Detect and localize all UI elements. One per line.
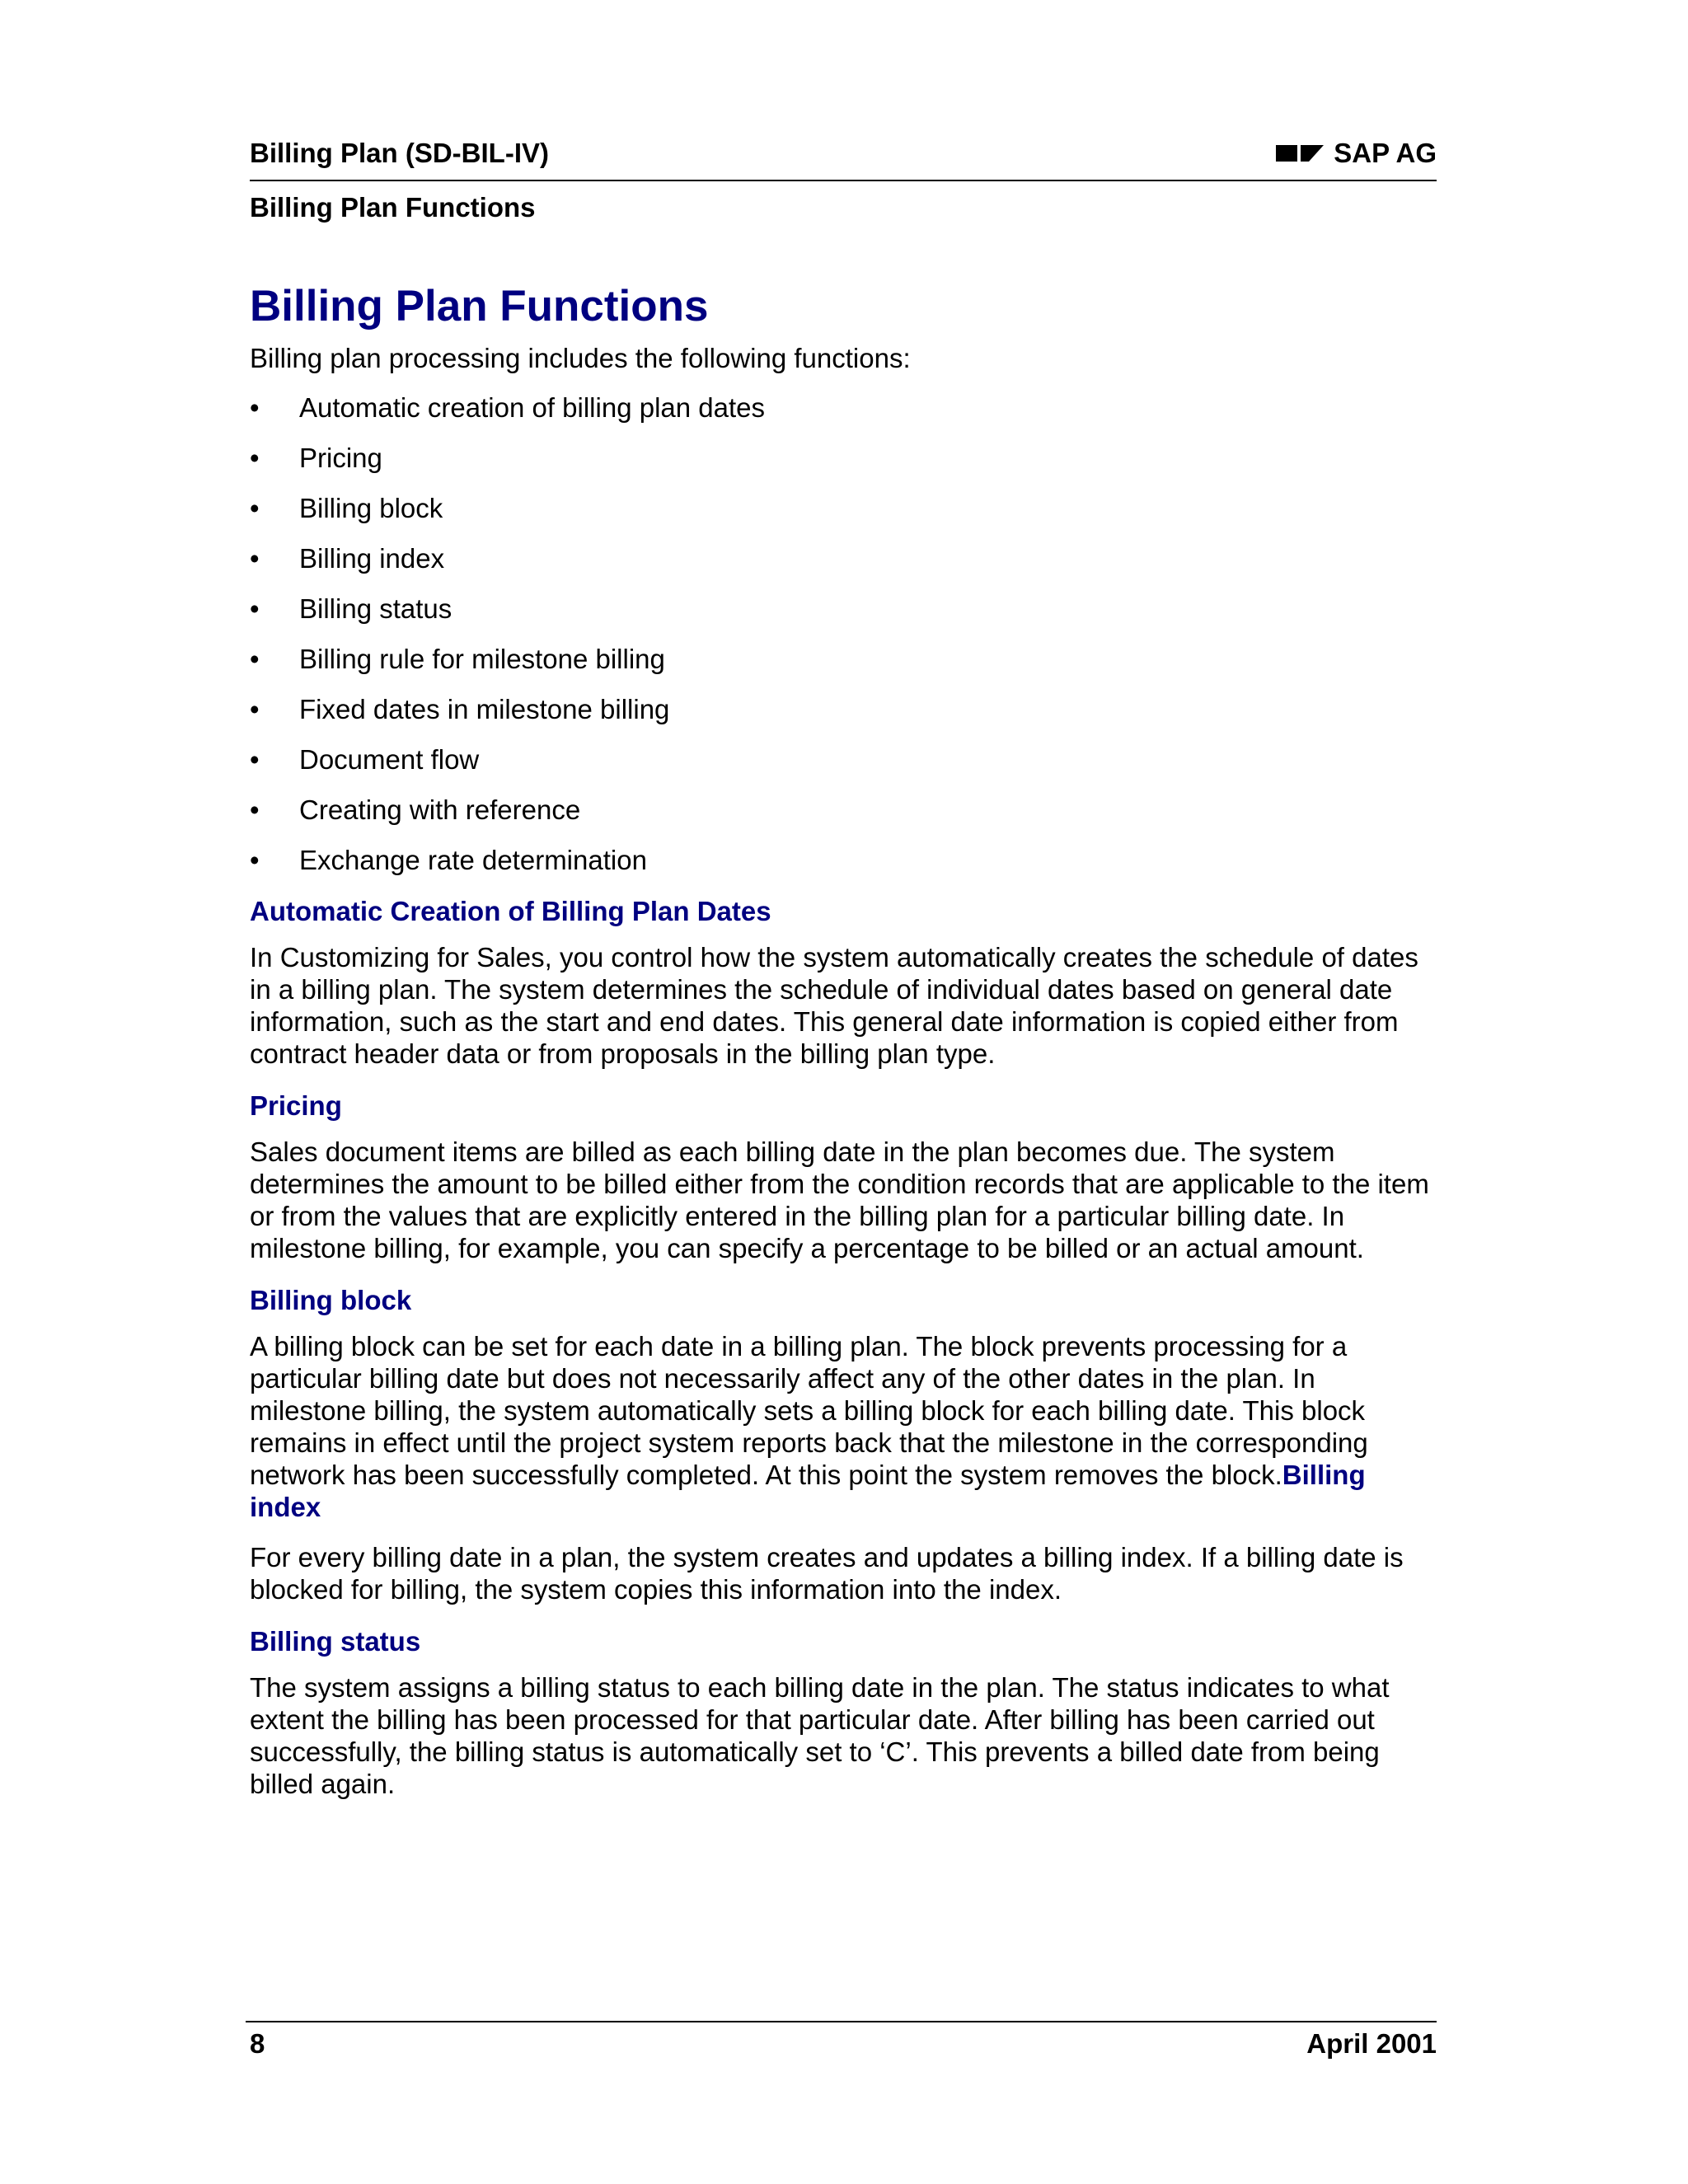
page-footer (246, 2021, 1437, 2062)
list-item (250, 391, 1437, 425)
function-list (250, 391, 1437, 878)
page-header (250, 135, 1437, 181)
section-heading-billing-status: Billing status (250, 1626, 421, 1657)
bullet-icon: • (250, 744, 260, 775)
bullet-icon: • (250, 392, 260, 423)
list-item-text: Automatic creation of billing plan dates (299, 392, 765, 423)
section-text-pricing: Sales document items are billed as each billing date in the plan becomes due. The system determines the amount to be billed either from the condition records that are applicable to the item or from the values that are explicitly entered in the billing plan for a particular billing date. In milestone billing, for example, you can specify a percentage to be billed or an actual amount. (250, 1137, 1429, 1263)
bullet-icon: • (250, 644, 260, 674)
intro-text: Billing plan processing includes the following functions: (250, 343, 911, 373)
header-brand (1276, 135, 1437, 171)
list-item-text: Creating with reference (299, 794, 581, 825)
section-subtitle: Billing Plan Functions (250, 192, 536, 223)
list-item (250, 793, 1437, 827)
section-text-billing-status: The system assigns a billing status to each billing date in the plan. The status indicates to what extent the billing has been processed for that particular date. After billing has been carried out successfully, the billing status is automatically set to ‘C’. This prevents a billed date from being billed again. (250, 1672, 1390, 1799)
list-item-text: Billing block (299, 493, 443, 523)
bullet-icon: • (250, 794, 260, 825)
header-title: Billing Plan (SD-BIL-IV) (250, 138, 549, 168)
page-number: 8 (250, 2028, 265, 2059)
page-title: Billing Plan Functions (250, 282, 709, 330)
section-text-billing-block (250, 1330, 1437, 1523)
list-item (250, 541, 1437, 576)
list-item (250, 843, 1437, 878)
brand-name: SAP AG (1334, 138, 1437, 168)
main-content (250, 272, 1437, 1818)
bullet-icon: • (250, 543, 260, 574)
list-item (250, 642, 1437, 677)
section-heading-pricing: Pricing (250, 1090, 342, 1121)
section-heading-billing-block: Billing block (250, 1285, 412, 1315)
billing-block-text: A billing block can be set for each date in a billing plan. The block prevents processing for a particular billing date but does not necessarily affect any of the other dates in the plan. In milestone billing, the system automatically sets a billing block for each billing date. This block remains in effect until the project system reports back that the milestone in the corresponding network has been successfully completed. At this point the system removes the block. (250, 1331, 1368, 1490)
bullet-icon: • (250, 845, 260, 875)
bullet-icon: • (250, 443, 260, 473)
list-item (250, 743, 1437, 777)
list-item-text: Billing status (299, 593, 452, 624)
list-item (250, 692, 1437, 727)
list-item-text: Billing rule for milestone billing (299, 644, 665, 674)
list-item-text: Pricing (299, 443, 382, 473)
sap-logo-icon (1276, 143, 1325, 164)
list-item (250, 592, 1437, 626)
bullet-icon: • (250, 694, 260, 724)
section-heading-billing-index: Billing index (250, 1460, 1366, 1522)
list-item (250, 441, 1437, 476)
section-text-auto-creation: In Customizing for Sales, you control how the system automatically creates the schedule of dates in a billing plan. The system determines the schedule of individual dates based on general date information, such as the start and end dates. This general date information is copied either from contract header data or from proposals in the billing plan type. (250, 942, 1418, 1069)
bullet-icon: • (250, 593, 260, 624)
list-item-text: Billing index (299, 543, 445, 574)
section-text-billing-index: For every billing date in a plan, the system creates and updates a billing index. If a billing date is blocked for billing, the system copies this information into the index. (250, 1542, 1404, 1605)
list-item (250, 491, 1437, 526)
list-item-text: Fixed dates in milestone billing (299, 694, 670, 724)
list-item-text: Exchange rate determination (299, 845, 647, 875)
list-item-text: Document flow (299, 744, 480, 775)
footer-date: April 2001 (1306, 2028, 1437, 2059)
bullet-icon: • (250, 493, 260, 523)
section-heading-auto-creation: Automatic Creation of Billing Plan Dates (250, 896, 771, 926)
